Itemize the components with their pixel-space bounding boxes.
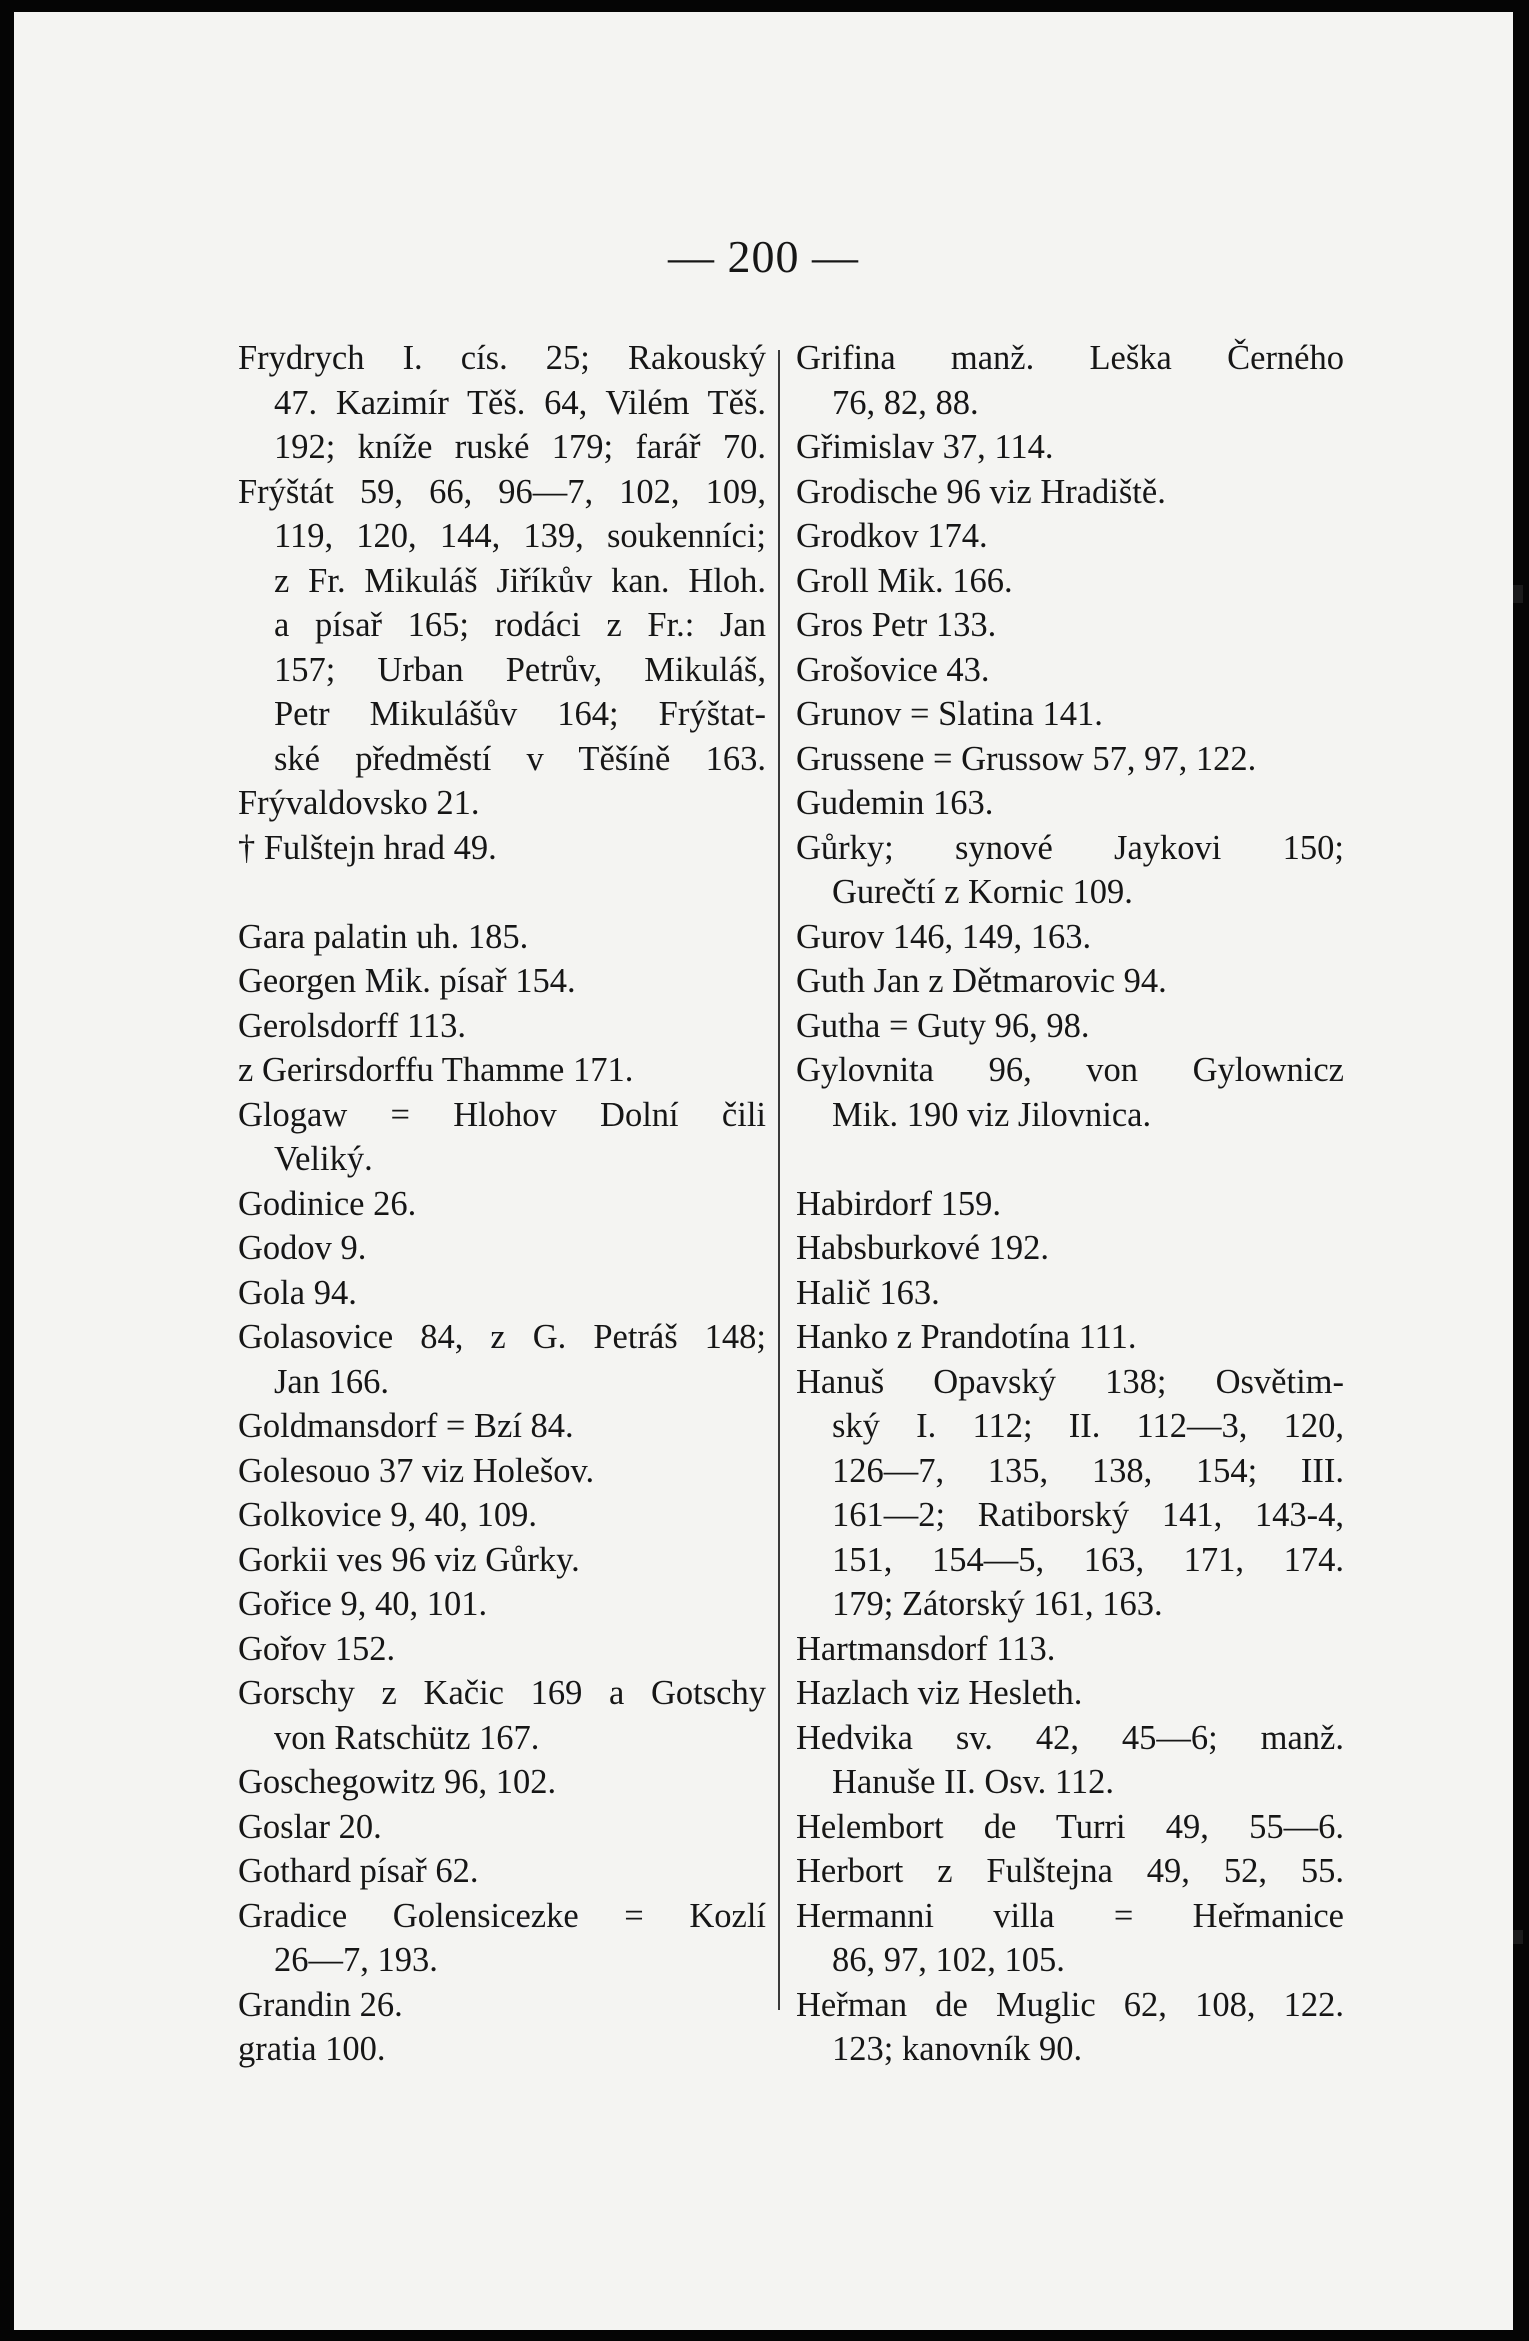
index-entry-line: Gurečtí z Kornic 109. — [832, 873, 1133, 911]
index-entry-line: Gurov 146, 149, 163. — [796, 917, 1092, 956]
index-entry-line: z Gerirsdorffu Thamme 171. — [238, 1051, 634, 1089]
index-entry-line: 76, 82, 88. — [832, 383, 979, 422]
section-gap — [238, 870, 766, 915]
index-entry-line: Gorkii ves 96 viz Gůrky. — [238, 1540, 580, 1579]
index-entry-line: Grunov = Slatina 141. — [796, 695, 1103, 733]
index-entry-line: Hartmansdorf 113. — [796, 1629, 1056, 1668]
index-entry-line: Herbort z Fulštejna 49, 52, 55. — [796, 1852, 1344, 1890]
index-entry-line: Golesouo 37 viz Holešov. — [238, 1451, 595, 1490]
index-entry-line: Gudemin 163. — [796, 784, 994, 822]
index-entry-line: Halič 163. — [796, 1273, 940, 1312]
index-entry-line: Frydrych I. cís. 25; Rakouský — [238, 339, 766, 377]
index-entry-line: Goslar 20. — [238, 1807, 382, 1846]
index-entry-line: Goldmansdorf = Bzí 84. — [238, 1407, 574, 1445]
scan-edge-mark — [1513, 1930, 1523, 1944]
document-page — [14, 12, 1513, 2330]
index-entry-line: Gothard písař 62. — [238, 1852, 479, 1890]
index-column-left — [238, 336, 766, 2072]
index-entry-line: Hermanni villa = Heřmanice — [796, 1896, 1344, 1935]
index-entry-line: Golasovice 84, z G. Petráš 148; — [238, 1318, 766, 1356]
index-entry-line: Gylovnita 96, von Gylownicz — [796, 1051, 1344, 1089]
index-entry-line: Frýštát 59, 66, 96—7, 102, 109, — [238, 472, 766, 511]
index-entry-line: Gorschy z Kačic 169 a Gotschy — [238, 1674, 766, 1712]
index-entry-line: 192; kníže ruské 179; farář 70. — [274, 428, 766, 466]
index-entry-line: Goschegowitz 96, 102. — [238, 1763, 557, 1801]
index-entry-line: von Ratschütz 167. — [274, 1718, 540, 1757]
index-entry-line: Habirdorf 159. — [796, 1184, 1002, 1223]
index-entry-line: Grandin 26. — [238, 1985, 403, 2024]
index-entry-line: Veliký. — [274, 1140, 373, 1178]
index-entry-line: 26—7, 193. — [274, 1941, 438, 1979]
index-entry-line: a písař 165; rodáci z Fr.: Jan — [274, 606, 766, 644]
index-entry-line: Hanko z Prandotína 111. — [796, 1318, 1137, 1356]
index-entry-line: 86, 97, 102, 105. — [832, 1941, 1065, 1979]
index-entry-line: Hedvika sv. 42, 45—6; manž. — [796, 1718, 1344, 1757]
index-entry-line: Glogaw = Hlohov Dolní čili — [238, 1095, 766, 1134]
index-entry-line: Gořice 9, 40, 101. — [238, 1585, 488, 1623]
index-entry-line: Groll Mik. 166. — [796, 561, 1013, 600]
index-entry-line: Hanuše II. Osv. 112. — [832, 1763, 1115, 1801]
index-entry-line: Godov 9. — [238, 1229, 367, 1267]
index-entry-line: Grošovice 43. — [796, 650, 990, 689]
index-entry-line: Mik. 190 viz Jilovnica. — [832, 1095, 1152, 1134]
index-entry-line: Georgen Mik. písař 154. — [238, 962, 576, 1000]
index-entry-line: Gerolsdorff 113. — [238, 1006, 467, 1045]
index-entry-line: Grifina manž. Leška Černého — [796, 339, 1344, 377]
index-entry-line: Guth Jan z Dětmarovic 94. — [796, 962, 1167, 1000]
index-entry-line: Jan 166. — [274, 1362, 389, 1401]
index-entry-line: 161—2; Ratiborský 141, 143-4, — [832, 1496, 1344, 1534]
index-entry-line: Gutha = Guty 96, 98. — [796, 1006, 1090, 1045]
index-entry-line: Grodkov 174. — [796, 517, 988, 555]
index-entry-line: ské předměstí v Těšíně 163. — [274, 739, 766, 778]
index-entry-line: 126—7, 135, 138, 154; III. — [832, 1451, 1344, 1490]
index-entry-line: Golkovice 9, 40, 109. — [238, 1496, 537, 1534]
index-entry-line: Gůrky; synové Jaykovi 150; — [796, 828, 1344, 867]
index-entry-line: Grussene = Grussow 57, 97, 122. — [796, 739, 1257, 778]
index-entry-line: Gola 94. — [238, 1273, 357, 1312]
scan-edge-mark — [1513, 585, 1523, 603]
index-column-right — [796, 336, 1344, 2072]
index-entry-line: Hazlach viz Hesleth. — [796, 1674, 1083, 1712]
index-entry-line: 123; kanovník 90. — [832, 2030, 1083, 2068]
index-entry-line: Gradice Golensicezke = Kozlí — [238, 1896, 766, 1935]
index-entry-line: Gřimislav 37, 114. — [796, 428, 1054, 466]
index-entry-line: z Fr. Mikuláš Jiříkův kan. Hloh. — [274, 561, 766, 600]
index-entry-line: 179; Zátorský 161, 163. — [832, 1585, 1163, 1623]
index-entry-line: 151, 154—5, 163, 171, 174. — [832, 1540, 1344, 1579]
index-entry-line: Grodische 96 viz Hradiště. — [796, 472, 1166, 511]
index-entry-line: Petr Mikulášův 164; Frýštat- — [274, 695, 766, 733]
index-entry-line: Helembort de Turri 49, 55—6. — [796, 1807, 1344, 1846]
index-entry-line: † Fulštejn hrad 49. — [238, 828, 497, 867]
index-entry-line: Frývaldovsko 21. — [238, 784, 480, 822]
index-entry-line: 157; Urban Petrův, Mikuláš, — [274, 650, 766, 689]
column-divider — [778, 350, 780, 2010]
index-entry-line: Heřman de Muglic 62, 108, 122. — [796, 1985, 1344, 2024]
index-entry-line: Gořov 152. — [238, 1629, 396, 1668]
index-entry-line: gratia 100. — [238, 2030, 386, 2068]
index-entry-line: Hanuš Opavský 138; Osvětim- — [796, 1362, 1344, 1401]
index-entry-line: Gros Petr 133. — [796, 606, 997, 644]
index-entry-line: Gara palatin uh. 185. — [238, 917, 529, 956]
index-entry-line: Habsburkové 192. — [796, 1229, 1049, 1267]
index-entry-line: ský I. 112; II. 112—3, 120, — [832, 1407, 1344, 1445]
page-number: — 200 — — [668, 231, 859, 282]
index-entry-line: 47. Kazimír Těš. 64, Vilém Těš. — [274, 383, 766, 422]
section-gap — [796, 1137, 1344, 1182]
index-entry-line: 119, 120, 144, 139, soukenníci; — [274, 517, 766, 555]
index-entry-line: Godinice 26. — [238, 1184, 417, 1223]
